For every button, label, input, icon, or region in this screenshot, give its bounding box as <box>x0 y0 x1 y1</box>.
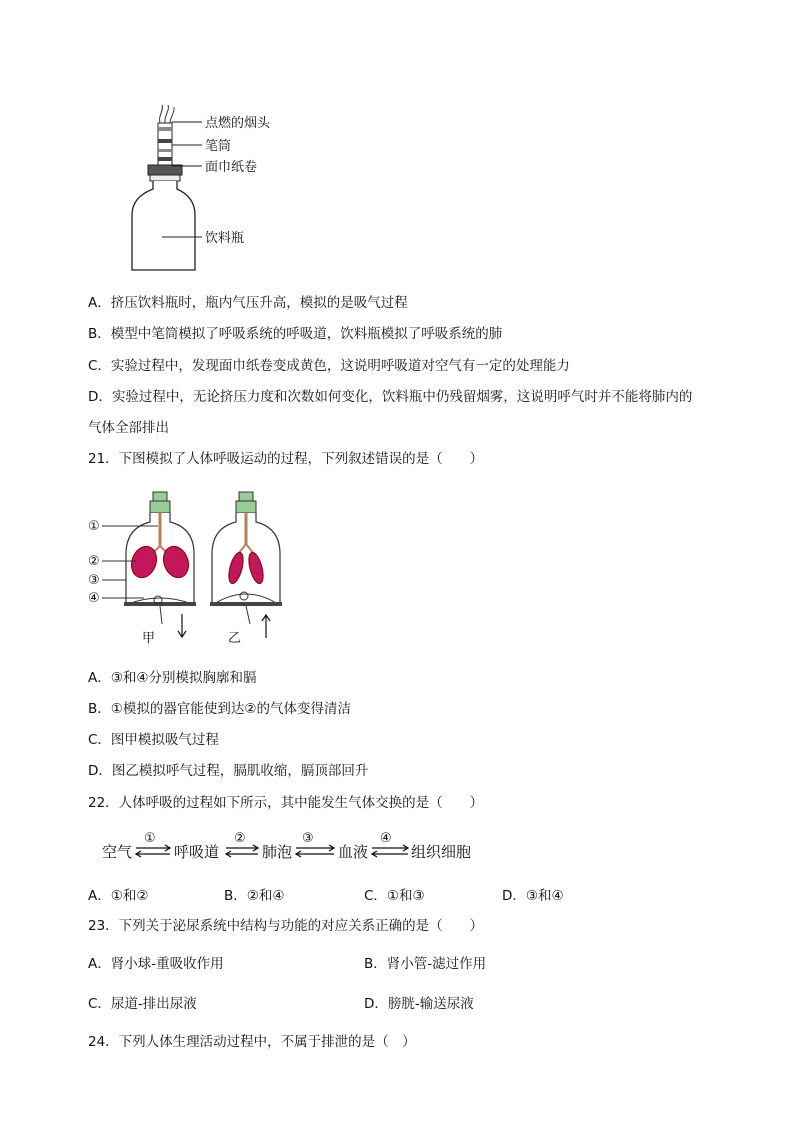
label-pen-holder: 笔筒 <box>205 139 232 154</box>
q22-option-c: C．①和③ <box>364 888 425 904</box>
flow-node-alveoli: 肺泡 <box>262 843 293 861</box>
q20-option-d-cont: 气体全部排出 <box>88 420 169 436</box>
q21-option-a: A．③和④分别模拟胸廓和膈 <box>88 670 257 686</box>
q20-option-d: D．实验过程中，无论挤压力度和次数如何变化，饮料瓶中仍残留烟雾，这说明呼气时并不能将肺内的 <box>88 389 693 405</box>
flow-step-1: ① <box>144 831 156 846</box>
q21-option-c: C．图甲模拟吸气过程 <box>88 732 219 748</box>
flow-node-airway: 呼吸道 <box>174 843 220 861</box>
q21-option-b: B．①模拟的器官能使到达②的气体变得清洁 <box>88 701 351 717</box>
jar-yi <box>210 492 282 646</box>
marker-2: ② <box>88 554 100 569</box>
q20-option-a: A．挤压饮料瓶时，瓶内气压升高，模拟的是吸气过程 <box>88 295 408 311</box>
marker-1: ① <box>88 519 100 534</box>
jar-jia <box>124 492 196 646</box>
q22-option-d: D．③和④ <box>502 888 564 904</box>
q23-stem: 23．下列关于泌尿系统中结构与功能的对应关系正确的是（ ） <box>88 918 484 934</box>
q23-option-d: D．膀胱-输送尿液 <box>364 996 474 1012</box>
q22-stem: 22．人体呼吸的过程如下所示，其中能发生气体交换的是（ ） <box>88 795 484 811</box>
q22-option-b: B．②和④ <box>224 888 285 904</box>
caption-yi: 乙 <box>228 631 242 646</box>
respiration-flow <box>100 826 500 866</box>
q23-option-c: C．尿道-排出尿液 <box>88 996 197 1012</box>
q23-option-a: A．肾小球-重吸收作用 <box>88 956 224 972</box>
bottle-model-figure <box>120 105 320 277</box>
label-cigarette: 点燃的烟头 <box>205 116 271 131</box>
q22-option-a: A．①和② <box>88 888 149 904</box>
label-bottle: 饮料瓶 <box>205 231 245 246</box>
marker-3: ③ <box>88 573 100 588</box>
q23-option-b: B．肾小管-滤过作用 <box>364 956 487 972</box>
flow-step-2: ② <box>234 831 246 846</box>
q21-option-d: D．图乙模拟呼气过程，膈肌收缩，膈顶部回升 <box>88 763 369 779</box>
flow-node-air: 空气 <box>102 843 133 861</box>
flow-step-3: ③ <box>302 831 314 846</box>
q20-option-b: B．模型中笔筒模拟了呼吸系统的呼吸道，饮料瓶模拟了呼吸系统的肺 <box>88 326 503 342</box>
marker-4: ④ <box>88 591 100 606</box>
flow-node-blood: 血液 <box>338 843 369 861</box>
q20-option-c: C．实验过程中，发现面巾纸卷变成黄色，这说明呼吸道对空气有一定的处理能力 <box>88 358 570 374</box>
q21-stem: 21．下图模拟了人体呼吸运动的过程，下列叙述错误的是（ ） <box>88 451 484 467</box>
flow-step-4: ④ <box>380 831 392 846</box>
flow-node-tissue-cells: 组织细胞 <box>411 843 472 861</box>
bell-jar-figure <box>86 484 306 654</box>
q24-stem: 24．下列人体生理活动过程中，不属于排泄的是（ ） <box>88 1034 416 1050</box>
caption-jia: 甲 <box>142 631 156 646</box>
label-tissue-roll: 面巾纸卷 <box>205 160 258 175</box>
